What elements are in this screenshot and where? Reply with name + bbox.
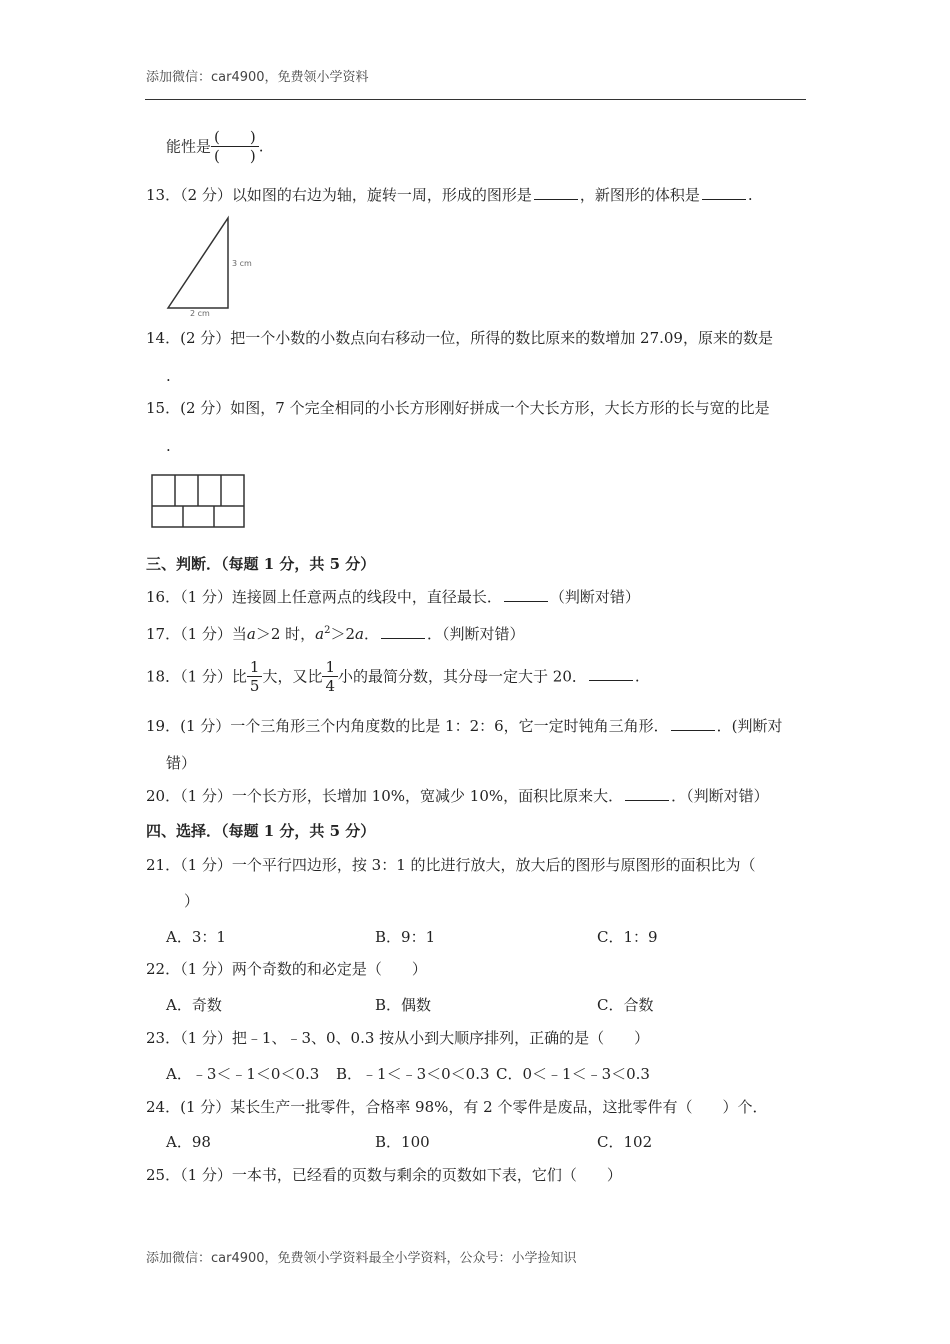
q13-text-b: ，新图形的体积是 — [579, 186, 700, 204]
section3-title: 三、判断．（每题 1 分，共 5 分） — [146, 555, 376, 573]
q25-text: 25．（1 分）一本书，已经看的页数与剩余的页数如下表，它们（ ） — [146, 1166, 622, 1184]
q23-option-b: B．﹣1＜﹣3＜0＜0.3 — [336, 1065, 490, 1083]
q21-option-c: C．1：9 — [597, 928, 658, 946]
header-text: 添加微信：car4900，免费领小学资料 — [146, 70, 369, 85]
q21-option-a: A．3：1 — [166, 928, 226, 946]
q18-text-row — [146, 658, 640, 695]
q24-option-b: B．100 — [375, 1133, 430, 1151]
q18-fraction-1-num: 1 — [247, 658, 263, 677]
q14-line2: . — [166, 367, 171, 385]
q18-fraction-1-den: 5 — [249, 677, 260, 695]
q17-blank — [381, 624, 425, 639]
q13-triangle-figure — [160, 212, 270, 317]
q23-option-a: A．﹣3＜﹣1＜0＜0.3 — [166, 1065, 320, 1083]
section4-title: 四、选择．（每题 1 分，共 5 分） — [146, 822, 376, 840]
q23-text: 23．（1 分）把﹣1、﹣3、0、0.3 按从小到大顺序排列，正确的是（ ） — [146, 1029, 650, 1047]
q13-height-label: 3 cm — [232, 259, 252, 268]
q12-fraction — [211, 128, 259, 165]
q18-fraction-2-den: 4 — [325, 677, 336, 695]
q21-option-b: B．9：1 — [375, 928, 436, 946]
q17-var-a2: a — [315, 625, 325, 643]
q17-var-a3: a — [355, 625, 364, 643]
q16-text-row — [146, 587, 640, 607]
q20-text-row — [146, 786, 769, 806]
q22-option-c: C．合数 — [597, 996, 654, 1014]
q13-blank-2 — [702, 185, 746, 200]
q17-text-b: ＞2 时， — [255, 625, 316, 643]
q24-option-c: C．102 — [597, 1133, 653, 1151]
q17-text-row — [146, 621, 525, 644]
q20-tail: ．（判断对错） — [671, 787, 769, 805]
q13-base-label: 2 cm — [190, 309, 210, 317]
q18-text-b: 大，又比 — [262, 667, 323, 686]
q18-fraction-1 — [247, 658, 263, 695]
q14-line1: 14．(2 分）把一个小数的小数点向右移动一位，所得的数比原来的数增加 27.09，原来的数是 — [146, 329, 773, 347]
q18-tail: . — [634, 667, 640, 686]
q16-text: 16．（1 分）连接圆上任意两点的线段中，直径最长． — [146, 588, 502, 606]
header-divider — [145, 99, 806, 100]
q18-fraction-2 — [322, 658, 338, 695]
q19-line1-row — [146, 716, 783, 736]
q13-text-c: . — [747, 186, 753, 204]
q15-line1: 15．(2 分）如图，7 个完全相同的小长方形刚好拼成一个大长方形，大长方形的长与宽的比是 — [146, 399, 770, 417]
q13-text-a: 13．（2 分）以如图的右边为轴，旋转一周，形成的图形是 — [146, 186, 532, 204]
q17-text-a: 17．（1 分）当 — [146, 625, 247, 643]
q20-blank — [625, 786, 669, 801]
q17-superscript: 2 — [324, 625, 331, 636]
q19-line1-tail: ．(判断对 — [716, 717, 783, 735]
q19-blank — [671, 716, 715, 731]
q18-fraction-2-num: 1 — [322, 658, 338, 677]
q18-blank — [589, 666, 633, 681]
q22-text: 22．（1 分）两个奇数的和必定是（ ） — [146, 960, 427, 978]
q12-fraction-den: ( ) — [214, 147, 256, 165]
q16-tail: （判断对错） — [549, 588, 640, 606]
q22-option-a: A．奇数 — [166, 996, 222, 1014]
q24-text: 24．(1 分）某长生产一批零件，合格率 98%，有 2 个零件是废品，这批零件有（ ）个． — [146, 1098, 768, 1116]
q17-text-c: ＞2 — [330, 625, 356, 643]
q13-text — [146, 185, 753, 205]
q12-prefix: 能性是 — [166, 137, 212, 156]
q24-option-a: A．98 — [166, 1133, 211, 1151]
q13-triangle — [168, 218, 228, 308]
q21-line1: 21．（1 分）一个平行四边形，按 3：1 的比进行放大，放大后的图形与原图形的面积比为（ — [146, 856, 756, 874]
q20-text: 20．（1 分）一个长方形，长增加 10%，宽减少 10%，面积比原来大． — [146, 787, 624, 805]
q12-suffix: . — [258, 137, 264, 156]
q17-var-a: a — [246, 625, 256, 643]
q12-fraction-num: ( ) — [211, 128, 259, 147]
q13-blank-1 — [534, 185, 578, 200]
footer-text: 添加微信：car4900，免费领小学资料最全小学资料，公众号：小学捡知识 — [146, 1251, 577, 1266]
q17-tail: ．（判断对错） — [427, 625, 525, 643]
q19-line1: 19．(1 分）一个三角形三个内角度数的比是 1：2：6，它一定时钝角三角形． — [146, 717, 669, 735]
q18-text-c: 小的最简分数，其分母一定大于 20． — [338, 667, 587, 686]
q12-tail — [166, 128, 264, 165]
q22-option-b: B．偶数 — [375, 996, 432, 1014]
q18-text-a: 18．（1 分）比 — [146, 667, 247, 686]
q16-blank — [504, 587, 548, 602]
q15-line2: . — [166, 437, 171, 455]
q21-line2: ） — [184, 892, 200, 910]
q23-option-c: C．0＜﹣1＜﹣3＜0.3 — [496, 1065, 650, 1083]
q15-rectangles-figure — [150, 473, 246, 529]
q19-line2: 错） — [166, 754, 197, 772]
q17-text-d: ． — [364, 625, 380, 643]
